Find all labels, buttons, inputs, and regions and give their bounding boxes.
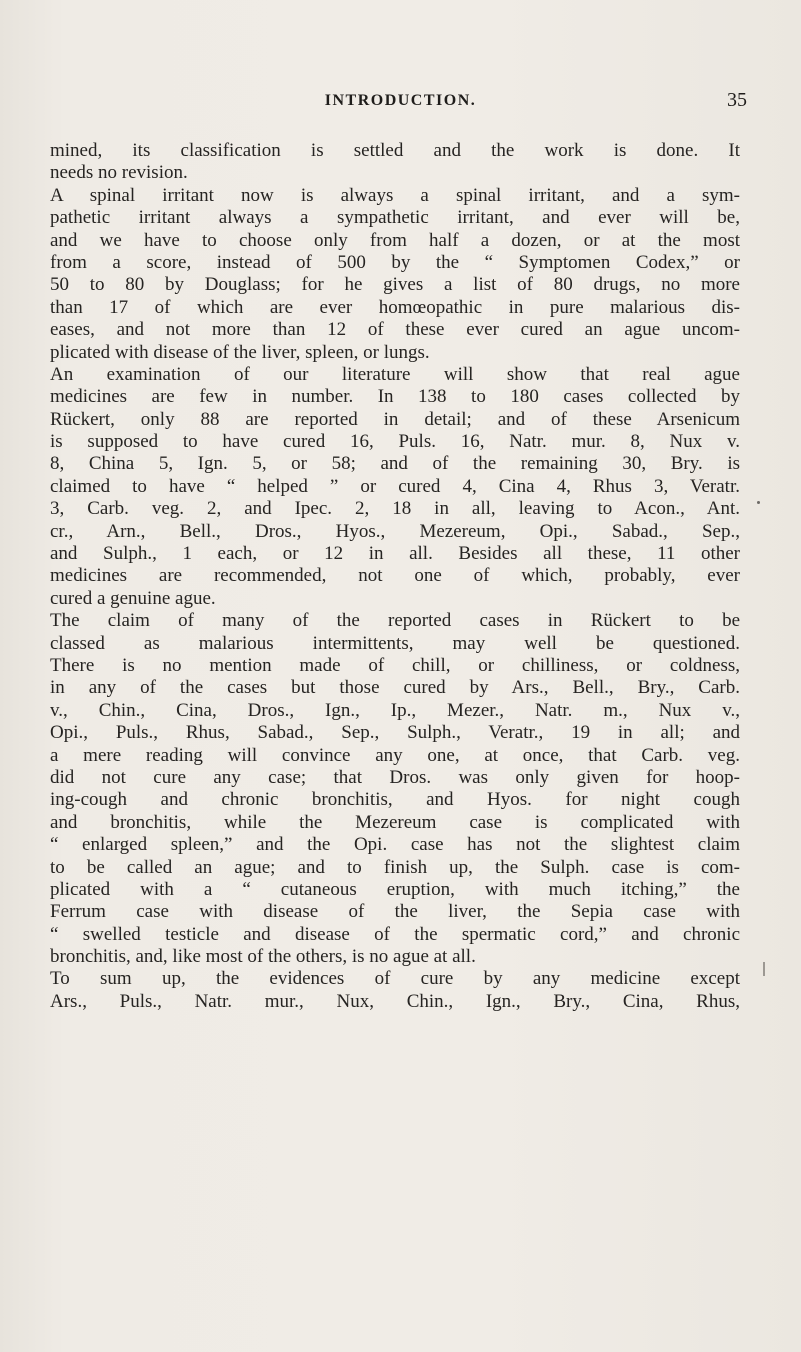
running-title: INTRODUCTION.: [324, 92, 477, 109]
text-line: cr., Arn., Bell., Dros., Hyos., Mezereum, Opi., Sabad., Sep.,: [50, 520, 740, 542]
text-line: pathetic irritant always a sympathetic irritant, and ever will be,: [50, 207, 740, 229]
text-line: ing-cough and chronic bronchitis, and Hyos. for night cough: [50, 789, 740, 811]
text-line: plicated with disease of the liver, spleen, or lungs.: [50, 341, 430, 363]
text-line: A spinal irritant now is always a spinal irritant, and a sym-: [50, 184, 740, 206]
text-line: Ars., Puls., Natr. mur., Nux, Chin., Ign., Bry., Cina, Rhus,: [50, 990, 740, 1012]
text-line: claimed to have “ helped ” or cured 4, Cina 4, Rhus 3, Veratr.: [50, 475, 740, 497]
text-line: to be called an ague; and to finish up, the Sulph. case is com-: [50, 856, 740, 878]
text-line: An examination of our literature will show that real ague: [50, 363, 740, 385]
text-line: eases, and not more than 12 of these ever cured an ague uncom-: [50, 319, 740, 341]
text-line: To sum up, the evidences of cure by any medicine except: [50, 968, 740, 990]
text-line: did not cure any case; that Dros. was only given for hoop-: [50, 766, 740, 788]
text-line: 3, Carb. veg. 2, and Ipec. 2, 18 in all, leaving to Acon., Ant.: [50, 498, 740, 520]
running-head: [0, 89, 801, 116]
text-line: “ swelled testicle and disease of the spermatic cord,” and chronic: [50, 923, 740, 945]
text-line: Rückert, only 88 are reported in detail; and of these Arsenicum: [50, 408, 740, 430]
text-line: 8, China 5, Ign. 5, or 58; and of the remaining 30, Bry. is: [50, 453, 740, 475]
text-line: cured a genuine ague.: [50, 587, 216, 609]
text-line: and bronchitis, while the Mezereum case is complicated with: [50, 811, 740, 833]
text-line: bronchitis, and, like most of the others, is no ague at all.: [50, 946, 476, 968]
text-line: Opi., Puls., Rhus, Sabad., Sep., Sulph., Veratr., 19 in all; and: [50, 722, 740, 744]
text-line: is supposed to have cured 16, Puls. 16, Natr. mur. 8, Nux v.: [50, 431, 740, 453]
text-line: than 17 of which are ever homœopathic in pure malarious dis-: [50, 296, 740, 318]
text-line: “ enlarged spleen,” and the Opi. case has not the slightest claim: [50, 834, 740, 856]
text-line: v., Chin., Cina, Dros., Ign., Ip., Mezer., Natr. m., Nux v.,: [50, 699, 740, 721]
text-line: mined, its classification is settled and the work is done. It: [50, 140, 740, 161]
page-number: 35: [727, 89, 747, 111]
text-line: and Sulph., 1 each, or 12 in all. Besides all these, 11 other: [50, 543, 740, 565]
text-line: The claim of many of the reported cases in Rückert to be: [50, 610, 740, 632]
text-line: There is no mention made of chill, or chilliness, or coldness,: [50, 654, 740, 676]
text-line: Ferrum case with disease of the liver, the Sepia case with: [50, 901, 740, 923]
text-line: 50 to 80 by Douglass; for he gives a list of 80 drugs, no more: [50, 274, 740, 296]
text-line: from a score, instead of 500 by the “ Symptomen Codex,” or: [50, 251, 740, 273]
margin-speck: [757, 501, 760, 504]
text-line: a mere reading will convince any one, at once, that Carb. veg.: [50, 744, 740, 766]
text-line: classed as malarious intermittents, may well be questioned.: [50, 632, 740, 654]
text-line: in any of the cases but those cured by Ars., Bell., Bry., Carb.: [50, 677, 740, 699]
body-text: [50, 140, 740, 1013]
text-line: needs no revision.: [50, 162, 188, 184]
text-line: and we have to choose only from half a dozen, or at the most: [50, 229, 740, 251]
text-line: medicines are few in number. In 138 to 180 cases collected by: [50, 386, 740, 408]
margin-tick: [763, 962, 765, 976]
text-line: medicines are recommended, not one of which, probably, ever: [50, 565, 740, 587]
text-line: plicated with a “ cutaneous eruption, with much itching,” the: [50, 878, 740, 900]
